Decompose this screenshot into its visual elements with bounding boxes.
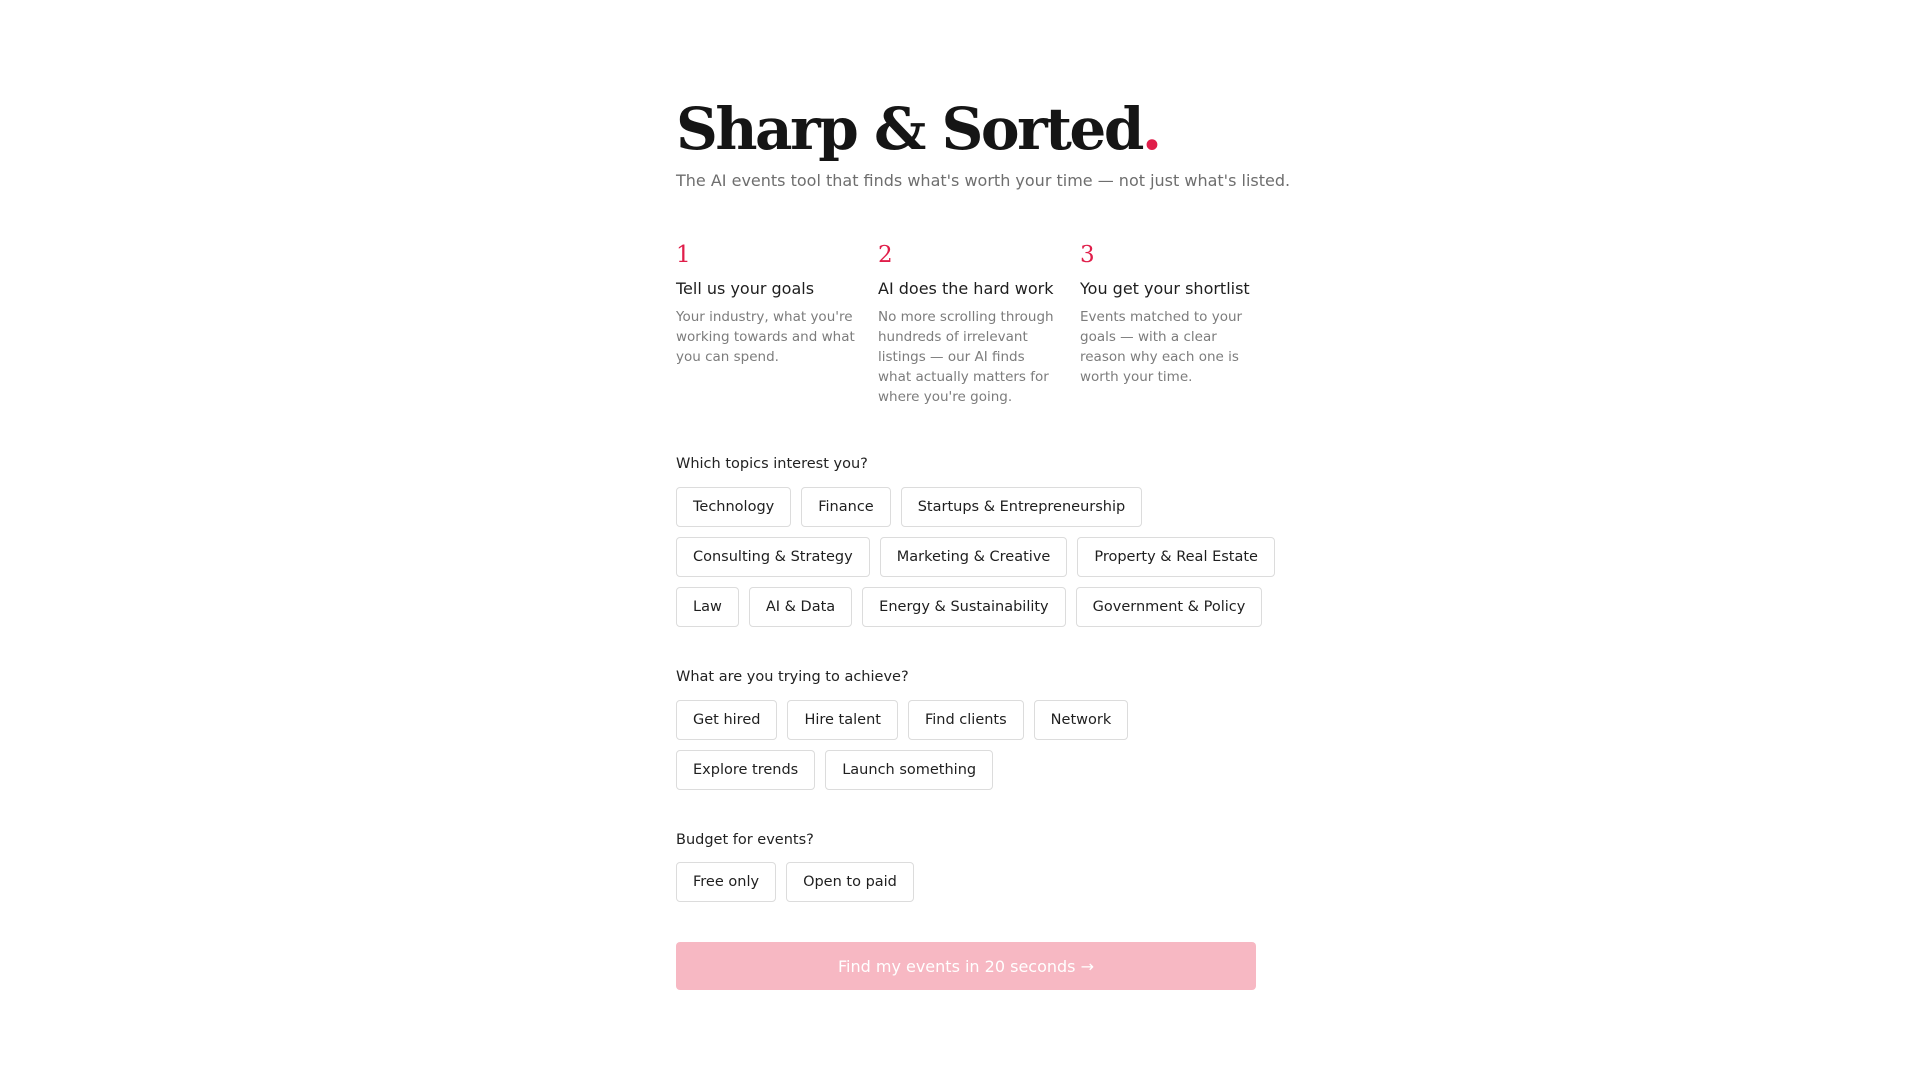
- step-title: Tell us your goals: [676, 279, 815, 298]
- goals-chip-group: [676, 700, 1276, 790]
- step-title: AI does the hard work: [878, 279, 1054, 298]
- goals-label: What are you trying to achieve?: [676, 669, 909, 685]
- topics-label: Which topics interest you?: [676, 456, 868, 472]
- page-subtitle: The AI events tool that finds what's worth your time — not just what's listed.: [676, 171, 1291, 190]
- step-number: 3: [1080, 242, 1095, 268]
- topic-chip-technology[interactable]: Technology: [676, 487, 791, 527]
- topic-chip-marketing[interactable]: Marketing & Creative: [880, 537, 1068, 577]
- topic-chip-energy[interactable]: Energy & Sustainability: [862, 587, 1065, 627]
- topic-chip-property[interactable]: Property & Real Estate: [1077, 537, 1275, 577]
- step-number: 2: [878, 242, 893, 268]
- goal-chip-get-hired[interactable]: Get hired: [676, 700, 777, 740]
- goal-chip-launch-something[interactable]: Launch something: [825, 750, 993, 790]
- step-2: [878, 240, 1058, 407]
- budget-chip-free-only[interactable]: Free only: [676, 862, 776, 902]
- step-3: [1080, 240, 1260, 387]
- topic-chip-consulting[interactable]: Consulting & Strategy: [676, 537, 870, 577]
- goal-chip-find-clients[interactable]: Find clients: [908, 700, 1024, 740]
- step-title: You get your shortlist: [1080, 279, 1250, 298]
- find-events-button[interactable]: Find my events in 20 seconds →: [676, 942, 1256, 990]
- topics-chip-group: [676, 487, 1276, 627]
- goal-chip-explore-trends[interactable]: Explore trends: [676, 750, 815, 790]
- step-description: Your industry, what you're working towards and what you can spend.: [676, 309, 855, 365]
- how-it-works-steps: [676, 240, 1256, 410]
- topic-chip-finance[interactable]: Finance: [801, 487, 890, 527]
- goal-chip-hire-talent[interactable]: Hire talent: [787, 700, 898, 740]
- step-description: Events matched to your goals — with a clear reason why each one is worth your time.: [1080, 309, 1243, 385]
- topic-chip-law[interactable]: Law: [676, 587, 739, 627]
- step-description: No more scrolling through hundreds of irrelevant listings — our AI finds what actually matters for where you're going.: [878, 309, 1054, 405]
- topic-chip-startups[interactable]: Startups & Entrepreneurship: [901, 487, 1143, 527]
- budget-chip-group: [676, 862, 1276, 902]
- topic-chip-ai-data[interactable]: AI & Data: [749, 587, 852, 627]
- step-1: [676, 240, 856, 367]
- title-text: Sharp & Sorted: [676, 95, 1142, 163]
- step-number: 1: [676, 242, 691, 268]
- page-title: [676, 94, 1160, 164]
- topic-chip-government[interactable]: Government & Policy: [1076, 587, 1263, 627]
- title-dot: .: [1141, 95, 1160, 163]
- budget-chip-open-to-paid[interactable]: Open to paid: [786, 862, 914, 902]
- goal-chip-network[interactable]: Network: [1034, 700, 1129, 740]
- budget-label: Budget for events?: [676, 832, 814, 848]
